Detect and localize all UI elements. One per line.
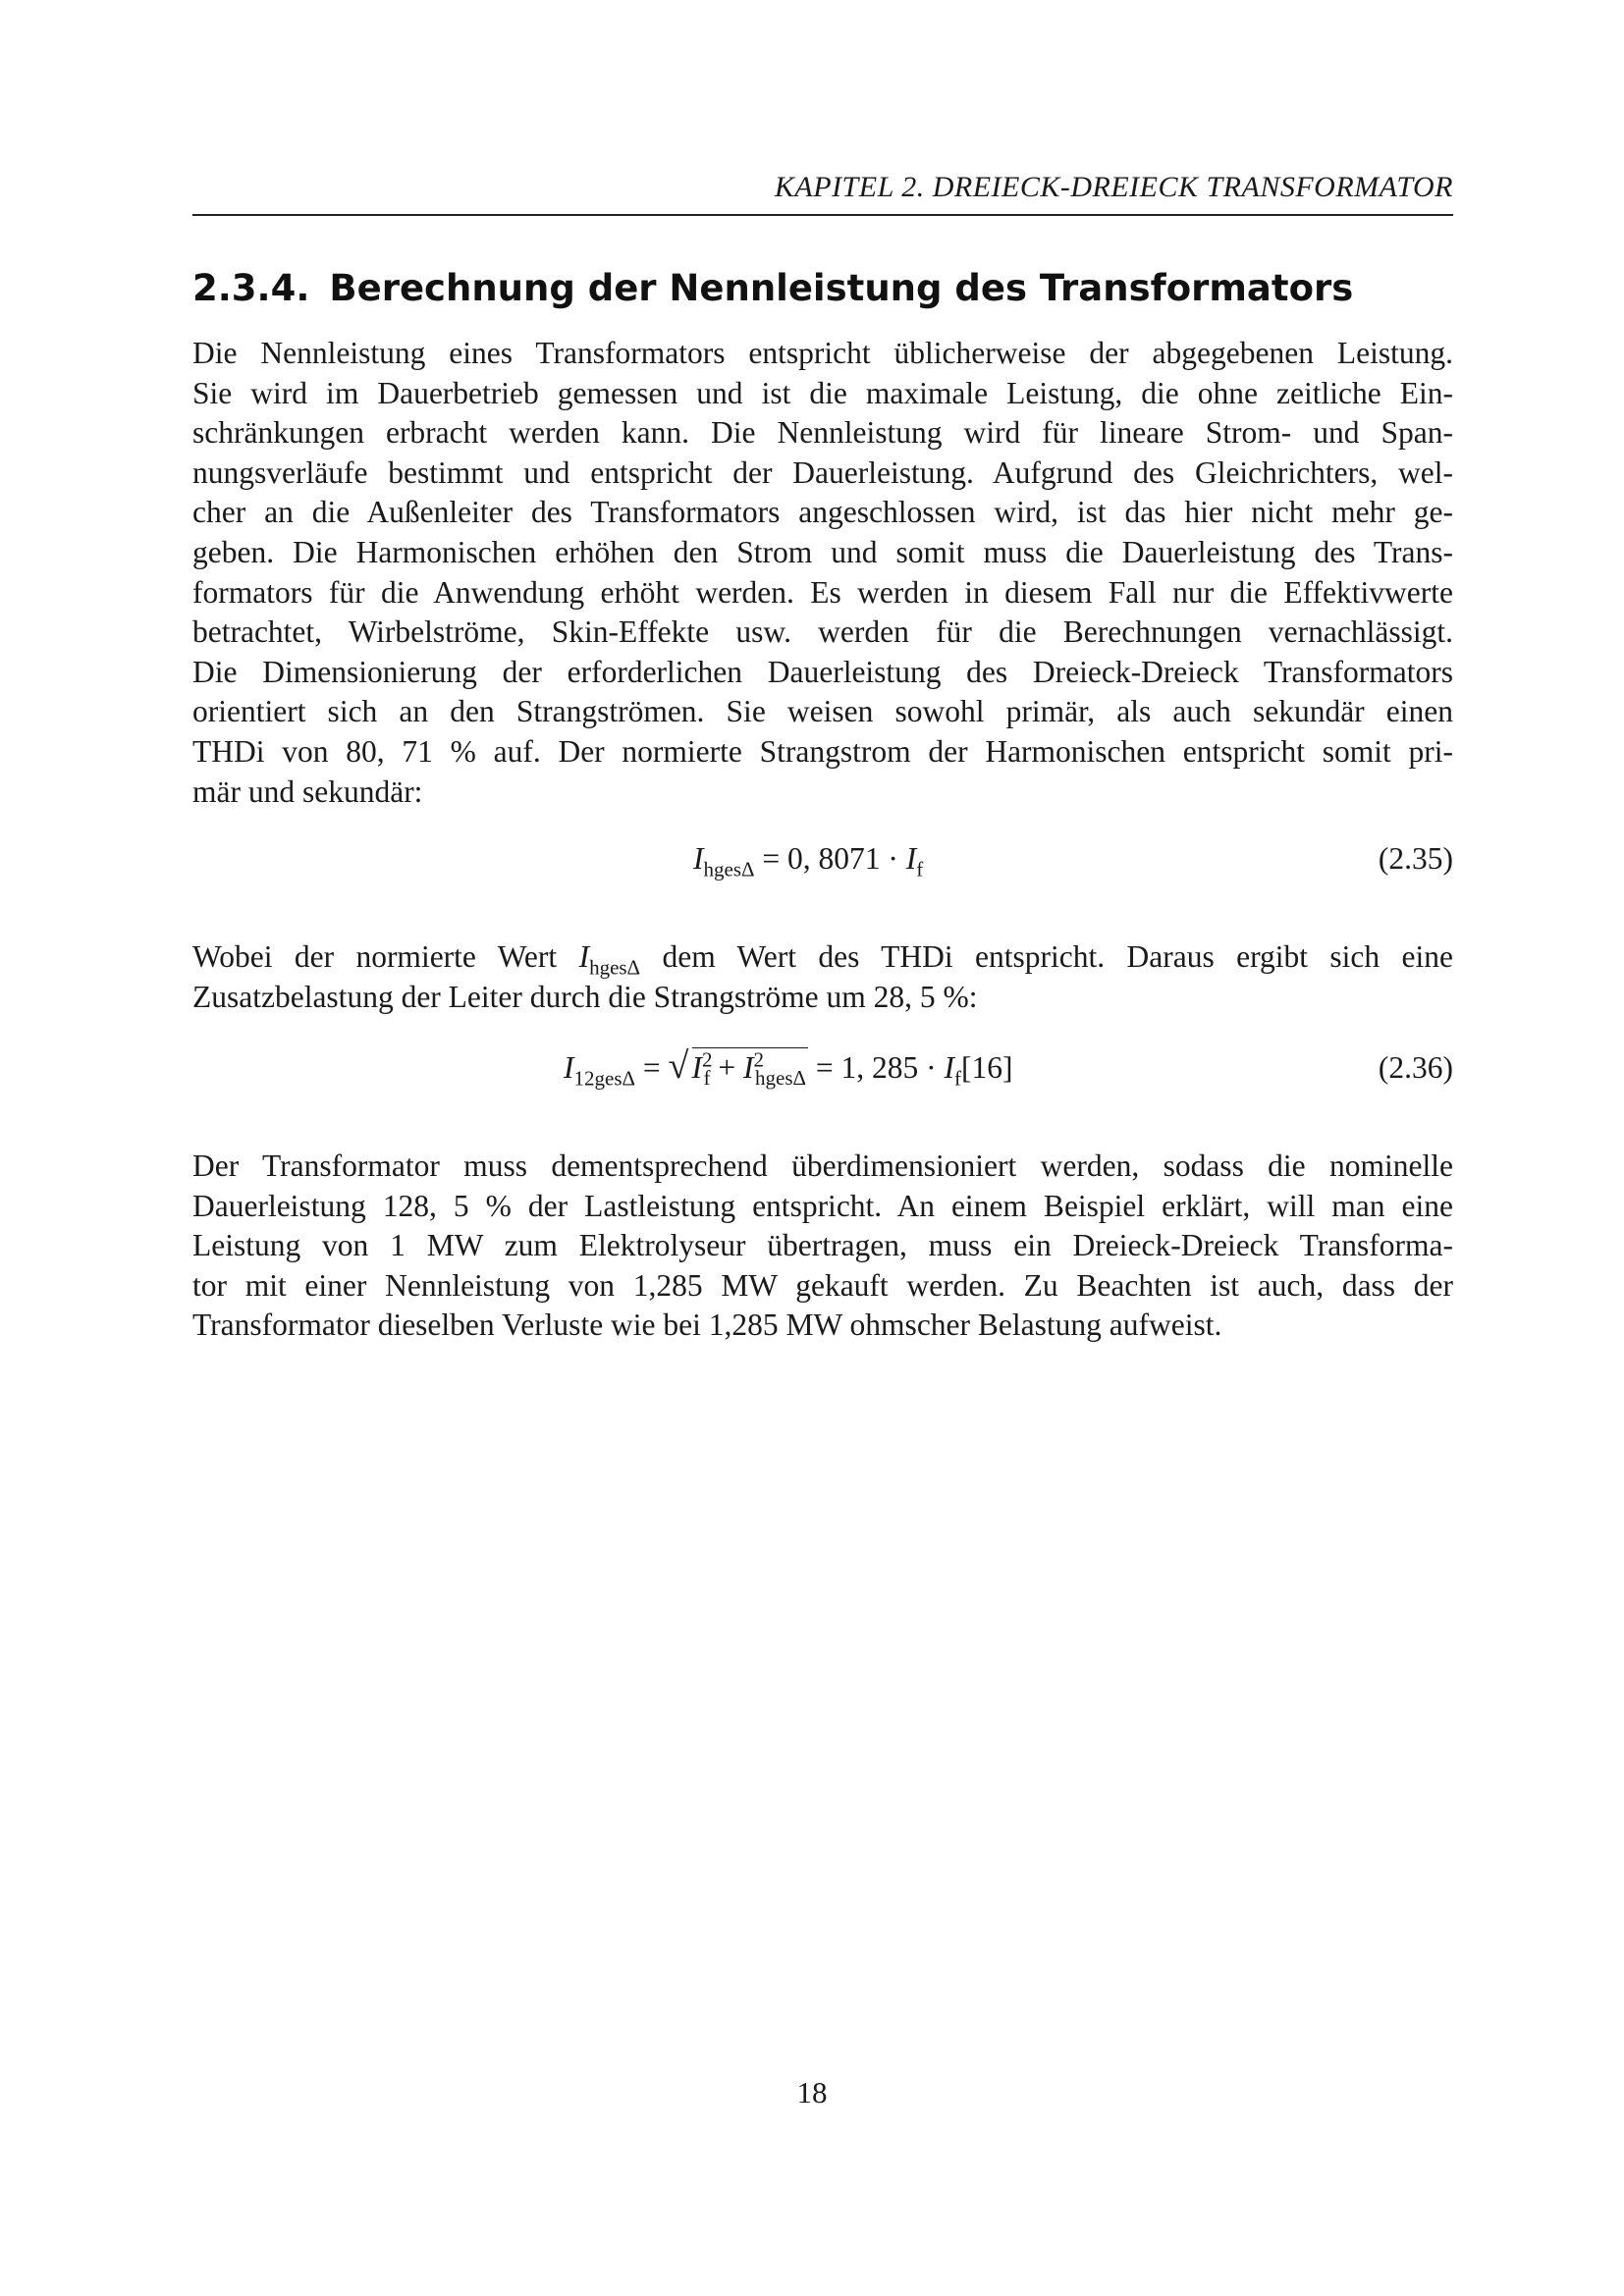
paragraph-line: Dauerleistung 128, 5 % der Lastleistung entspricht. An einem Beispiel erklärt, will man eine — [192, 1188, 1453, 1223]
paragraph-line: Zusatzbelastung der Leiter durch die Strangströme um 28, 5 %: — [192, 979, 978, 1014]
page-number: 18 — [796, 2075, 828, 2109]
sqrt-symbol: √ — [668, 1045, 689, 1087]
paragraph-line: Leistung von 1 MW zum Elektrolyseur übertragen, muss ein Dreieck-Dreieck Transforma- — [192, 1228, 1453, 1263]
paragraph-line: Die Dimensionierung der erforderlichen Dauerleistung des Dreieck-Dreieck Transformators — [192, 654, 1453, 689]
paragraph-line: orientiert sich an den Strangströmen. Sie weisen sowohl primär, als auch sekundär einen — [192, 694, 1453, 729]
paragraph-line: formators für die Anwendung erhöht werden. Es werden in diesem Fall nur die Effektivwerte — [192, 574, 1453, 610]
section-heading — [192, 267, 1353, 309]
paragraph-line: THDi von 80, 71 % auf. Der normierte Strangstrom der Harmonischen entspricht somit pri- — [192, 733, 1453, 769]
citation: [16] — [961, 1050, 1013, 1085]
sqrt-radicand: $I^2_f + I^2_{hges\Delta}$ — [691, 1047, 807, 1091]
equation-number: (2.35) — [1378, 841, 1453, 876]
paragraph-line: Transformator dieselben Verluste wie bei 1,285 MW ohmscher Belastung aufweist. — [192, 1308, 1222, 1343]
paragraph-line: Der Transformator muss dementsprechend überdimensioniert werden, sodass die nominelle — [192, 1148, 1453, 1183]
equation-2-36 — [192, 1045, 1453, 1099]
header-rule — [192, 214, 1453, 216]
square-root — [668, 1045, 809, 1091]
paragraph-line: Wobei der normierte Wert $I_{hges\Delta}$ dem Wert des THDi entspricht. Daraus ergibt sich eine — [192, 939, 1454, 980]
paragraph-line: geben. Die Harmonischen erhöhen den Strom und somit muss die Dauerleistung des Trans- — [192, 534, 1453, 569]
paragraph-line: mär und sekundär: — [192, 774, 423, 809]
paragraph-line: Sie wird im Dauerbetrieb gemessen und ist die maximale Leistung, die ohne zeitliche Ein- — [192, 375, 1453, 410]
equation-2-35 — [192, 841, 1453, 890]
equation-number: (2.36) — [1378, 1050, 1453, 1085]
equation-body: $I_{hges\Delta} = 0$, $8071 \cdot I_f$ — [693, 841, 924, 881]
running-header: KAPITEL 2. DREIECK-DREIECK TRANSFORMATOR — [774, 171, 1453, 203]
paragraph-2 — [192, 937, 1453, 1017]
paragraph-line: nungsverläufe bestimmt und entspricht der Dauerleistung. Aufgrund des Gleichrichters, wel- — [192, 454, 1453, 490]
paragraph-line: Die Nennleistung eines Transformators entspricht üblicherweise der abgegebenen Leistung. — [192, 336, 1453, 370]
paragraph-line: cher an die Außenleiter des Transformators angeschlossen wird, ist das hier nicht mehr ge- — [192, 495, 1453, 530]
paragraph-line: betrachtet, Wirbelströme, Skin-Effekte usw. werden für die Berechnungen vernachlässigt. — [192, 614, 1453, 650]
paragraph-line: tor mit einer Nennleistung von 1,285 MW gekauft werden. Zu Beachten ist auch, dass der — [192, 1267, 1453, 1303]
section-title: Berechnung der Nennleistung des Transformators — [329, 267, 1354, 309]
section-number: 2.3.4. — [192, 267, 310, 309]
paragraph-3 — [192, 1147, 1453, 1346]
paragraph-line: schränkungen erbracht werden kann. Die Nennleistung wird für lineare Strom- und Span- — [192, 415, 1453, 451]
paragraph-1 — [192, 334, 1453, 812]
equation-body: $I_{12ges\Delta}$ = √ $I^2_f + I^2_{hges\Delta} = 1$, $285 \cdot I_f[16]$ — [564, 1045, 1013, 1091]
